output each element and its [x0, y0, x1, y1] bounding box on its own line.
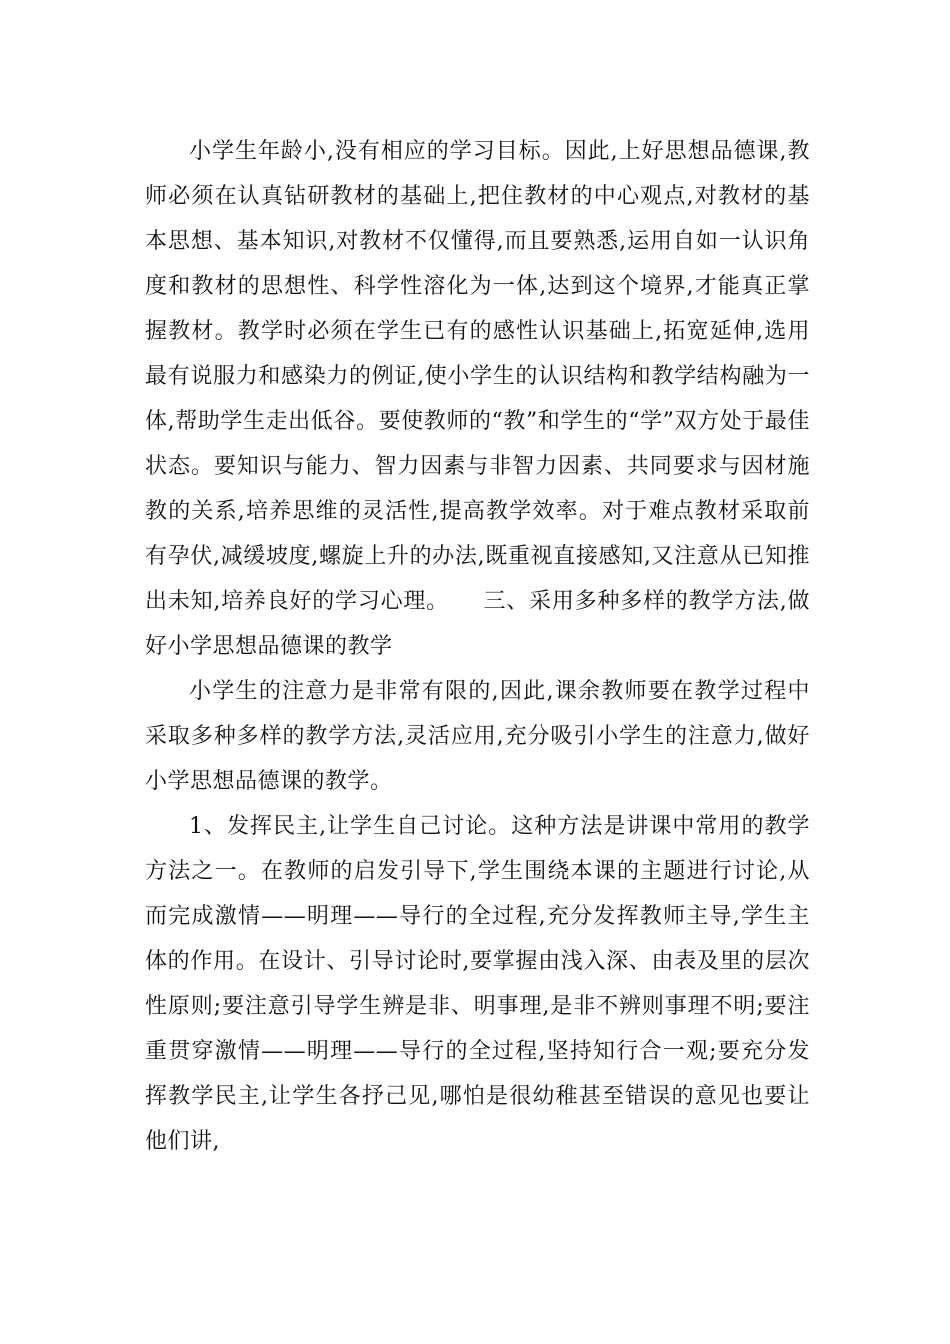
document-body — [145, 129, 810, 1164]
paragraph-3: 1、发挥民主,让学生自己讨论。这种方法是讲课中常用的教学方法之一。在教师的启发引导下,学生围绕本课的主题进行讨论,从而完成激情——明理——导行的全过程,充分发挥教师主导,学生主体的作用。在设计、引导讨论时,要掌握由浅入深、由表及里的层次性原则;要注意引导学生辨是非、明事理,是非不辨则事理不明;要注重贯穿激情——明理——导行的全过程,坚持知行合一观;要充分发挥教学民主,让学生各抒己见,哪怕是很幼稚甚至错误的意见也要让他们讲, — [145, 814, 810, 1154]
paragraph-2: 小学生的注意力是非常有限的,因此,课余教师要在教学过程中采取多种多样的教学方法,灵活应用,充分吸引小学生的注意力,做好小学思想品德课的教学。 — [145, 679, 810, 794]
paragraph-1: 小学生年龄小,没有相应的学习目标。因此,上好思想品德课,教师必须在认真钻研教材的基础上,把住教材的中心观点,对教材的基本思想、基本知识,对教材不仅懂得,而且要熟悉,运用自如一认识角度和教材的思想性、科学性溶化为一体,达到这个境界,才能真正掌握教材。教学时必须在学生已有的感性认识基础上,拓宽延伸,选用最有说服力和感染力的例证,使小学生的认识结构和教学结构融为一体,帮助学生走出低谷。要使教师的“教”和学生的“学”双方处于最佳状态。要知识与能力、智力因素与非智力因素、共同要求与因材施教的关系,培养思维的灵活性,提高教学效率。对于难点教材采取前有孕伏,减缓坡度,螺旋上升的办法,既重视直接感知,又注意从已知推出未知,培养良好的学习心理。 三、采用多种多样的教学方法,做好小学思想品德课的教学 — [145, 139, 810, 659]
